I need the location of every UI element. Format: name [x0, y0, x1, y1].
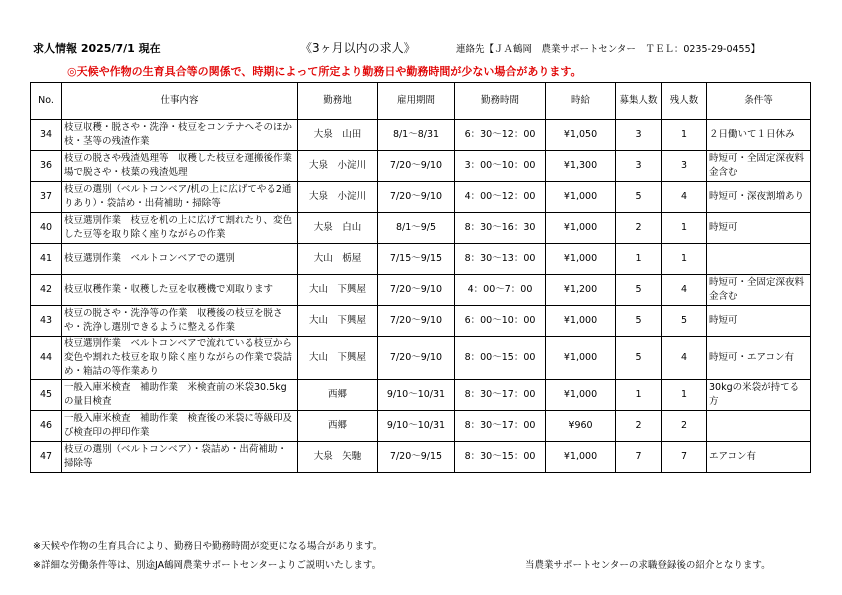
- table-row: [31, 337, 811, 380]
- employment-period-cell: 8/1～8/31: [378, 120, 455, 151]
- work-description-cell: 枝豆の選別（ベルトコンベア/机の上に広げてやる2通りあり）・袋詰め・出荷補助・掃除等: [62, 182, 298, 213]
- row-number-cell: 44: [31, 337, 62, 380]
- work-hours-cell: 8：00～15：00: [455, 337, 546, 380]
- row-number-cell: 40: [31, 213, 62, 244]
- column-header: 条件等: [707, 83, 811, 120]
- remaining-count-cell: 4: [662, 337, 707, 380]
- work-hours-cell: 8：30～17：00: [455, 380, 546, 411]
- employment-period-cell: 7/20～9/10: [378, 182, 455, 213]
- conditions-cell: 時短可・エアコン有: [707, 337, 811, 380]
- remaining-count-cell: 1: [662, 380, 707, 411]
- work-description-cell: 枝豆収穫・脱さや・洗浄・枝豆をコンテナへそのほか枝・茎等の残渣作業: [62, 120, 298, 151]
- hourly-wage-cell: ¥1,000: [546, 337, 616, 380]
- work-location-cell: 大山 下興屋: [298, 275, 378, 306]
- work-description-cell: 枝豆選別作業 ベルトコンベアでの選別: [62, 244, 298, 275]
- remaining-count-cell: 4: [662, 275, 707, 306]
- openings-count-cell: 3: [616, 120, 662, 151]
- footer-note: ※詳細な労働条件等は、別途JA鶴岡農業サポートセンターよりご説明いたします。: [33, 560, 382, 571]
- work-description-cell: 枝豆の脱さや・洗浄等の作業 収穫後の枝豆を脱さや・洗浄し選別できるように整える作業: [62, 306, 298, 337]
- page-title: 求人情報 2025/7/1 現在: [33, 42, 161, 55]
- work-location-cell: 大山 下興屋: [298, 337, 378, 380]
- hourly-wage-cell: ¥1,000: [546, 182, 616, 213]
- employment-period-cell: 7/15～9/15: [378, 244, 455, 275]
- work-description-cell: 一般入庫米検査 補助作業 検査後の米袋に等級印及び検査印の押印作業: [62, 411, 298, 442]
- row-number-cell: 43: [31, 306, 62, 337]
- employment-period-cell: 9/10～10/31: [378, 380, 455, 411]
- notice-text: ◎天候や作物の生育具合等の関係で、時期によって所定より勤務日や勤務時間が少ない場合があります。: [67, 65, 582, 78]
- table-row: [31, 275, 811, 306]
- work-hours-cell: 8：30～13：00: [455, 244, 546, 275]
- job-table: [30, 82, 811, 473]
- work-description-cell: 枝豆選別作業 枝豆を机の上に広げて割れたり、変色した豆等を取り除く座りながらの作業: [62, 213, 298, 244]
- openings-count-cell: 5: [616, 306, 662, 337]
- work-location-cell: 大山 栃屋: [298, 244, 378, 275]
- work-hours-cell: 6：30～12：00: [455, 120, 546, 151]
- column-header: 仕事内容: [62, 83, 298, 120]
- conditions-cell: 時短可・全固定深夜料金含む: [707, 275, 811, 306]
- footer-note: ※天候や作物の生育具合により、勤務日や勤務時間が変更になる場合があります。: [33, 541, 383, 552]
- footer-note: 当農業サポートセンターの求職登録後の紹介となります。: [525, 560, 771, 571]
- job-table-body: [31, 120, 811, 473]
- table-row: [31, 213, 811, 244]
- openings-count-cell: 1: [616, 244, 662, 275]
- employment-period-cell: 7/20～9/15: [378, 442, 455, 473]
- work-hours-cell: 4：00～7：00: [455, 275, 546, 306]
- row-number-cell: 45: [31, 380, 62, 411]
- column-header: 時給: [546, 83, 616, 120]
- hourly-wage-cell: ¥1,000: [546, 213, 616, 244]
- hourly-wage-cell: ¥960: [546, 411, 616, 442]
- row-number-cell: 41: [31, 244, 62, 275]
- openings-count-cell: 2: [616, 411, 662, 442]
- remaining-count-cell: 3: [662, 151, 707, 182]
- employment-period-cell: 9/10～10/31: [378, 411, 455, 442]
- conditions-cell: [707, 244, 811, 275]
- row-number-cell: 47: [31, 442, 62, 473]
- work-location-cell: 大泉 小淀川: [298, 151, 378, 182]
- remaining-count-cell: 2: [662, 411, 707, 442]
- work-hours-cell: 8：30～15：00: [455, 442, 546, 473]
- hourly-wage-cell: ¥1,300: [546, 151, 616, 182]
- openings-count-cell: 7: [616, 442, 662, 473]
- employment-period-cell: 8/1～9/5: [378, 213, 455, 244]
- contact-info: 連絡先【ＪＡ鶴岡 農業サポートセンター ＴＥＬ：0235-29-0455】: [456, 44, 761, 55]
- work-hours-cell: 3：00～10：00: [455, 151, 546, 182]
- remaining-count-cell: 1: [662, 120, 707, 151]
- hourly-wage-cell: ¥1,000: [546, 244, 616, 275]
- table-row: [31, 411, 811, 442]
- table-row: [31, 244, 811, 275]
- row-number-cell: 42: [31, 275, 62, 306]
- work-hours-cell: 6：00～10：00: [455, 306, 546, 337]
- work-location-cell: 大山 下興屋: [298, 306, 378, 337]
- work-description-cell: 枝豆選別作業 ベルトコンベアで流れている枝豆から変色や割れた枝豆を取り除く座りながらの作業で袋詰め・箱詰の等作業あり: [62, 337, 298, 380]
- openings-count-cell: 5: [616, 275, 662, 306]
- table-row: [31, 380, 811, 411]
- employment-period-cell: 7/20～9/10: [378, 337, 455, 380]
- hourly-wage-cell: ¥1,000: [546, 442, 616, 473]
- work-location-cell: 大泉 小淀川: [298, 182, 378, 213]
- remaining-count-cell: 1: [662, 213, 707, 244]
- work-location-cell: 大泉 矢馳: [298, 442, 378, 473]
- column-header: 雇用期間: [378, 83, 455, 120]
- table-row: [31, 151, 811, 182]
- remaining-count-cell: 4: [662, 182, 707, 213]
- work-description-cell: 一般入庫米検査 補助作業 米検査前の米袋30.5kgの量目検査: [62, 380, 298, 411]
- table-row: [31, 182, 811, 213]
- conditions-cell: 時短可・深夜割増あり: [707, 182, 811, 213]
- column-header: 募集人数: [616, 83, 662, 120]
- work-location-cell: 大泉 山田: [298, 120, 378, 151]
- remaining-count-cell: 7: [662, 442, 707, 473]
- work-description-cell: 枝豆の脱さや残渣処理等 収穫した枝豆を運搬後作業場で脱さや・枝葉の残渣処理: [62, 151, 298, 182]
- openings-count-cell: 5: [616, 337, 662, 380]
- work-description-cell: 枝豆の選別（ベルトコンベア）・袋詰め・出荷補助・掃除等: [62, 442, 298, 473]
- hourly-wage-cell: ¥1,000: [546, 380, 616, 411]
- hourly-wage-cell: ¥1,200: [546, 275, 616, 306]
- work-hours-cell: 8：30～17：00: [455, 411, 546, 442]
- openings-count-cell: 5: [616, 182, 662, 213]
- row-number-cell: 36: [31, 151, 62, 182]
- conditions-cell: ２日働いて１日休み: [707, 120, 811, 151]
- employment-period-cell: 7/20～9/10: [378, 306, 455, 337]
- conditions-cell: [707, 411, 811, 442]
- row-number-cell: 37: [31, 182, 62, 213]
- column-header: 残人数: [662, 83, 707, 120]
- openings-count-cell: 3: [616, 151, 662, 182]
- row-number-cell: 46: [31, 411, 62, 442]
- work-location-cell: 西郷: [298, 380, 378, 411]
- column-header: No.: [31, 83, 62, 120]
- row-number-cell: 34: [31, 120, 62, 151]
- column-header: 勤務時間: [455, 83, 546, 120]
- work-location-cell: 西郷: [298, 411, 378, 442]
- column-header: 勤務地: [298, 83, 378, 120]
- table-row: [31, 306, 811, 337]
- work-description-cell: 枝豆収穫作業・収穫した豆を収穫機で刈取ります: [62, 275, 298, 306]
- employment-period-cell: 7/20～9/10: [378, 275, 455, 306]
- work-location-cell: 大泉 白山: [298, 213, 378, 244]
- work-hours-cell: 8：30～16：30: [455, 213, 546, 244]
- conditions-cell: 時短可・全固定深夜料金含む: [707, 151, 811, 182]
- work-hours-cell: 4：00～12：00: [455, 182, 546, 213]
- conditions-cell: 30kgの米袋が持てる方: [707, 380, 811, 411]
- table-row: [31, 120, 811, 151]
- openings-count-cell: 1: [616, 380, 662, 411]
- table-header-row: [31, 83, 811, 120]
- page-subtitle: 《3ヶ月以内の求人》: [300, 41, 416, 55]
- remaining-count-cell: 5: [662, 306, 707, 337]
- hourly-wage-cell: ¥1,050: [546, 120, 616, 151]
- remaining-count-cell: 1: [662, 244, 707, 275]
- conditions-cell: 時短可: [707, 306, 811, 337]
- hourly-wage-cell: ¥1,000: [546, 306, 616, 337]
- employment-period-cell: 7/20～9/10: [378, 151, 455, 182]
- conditions-cell: 時短可: [707, 213, 811, 244]
- table-row: [31, 442, 811, 473]
- conditions-cell: エアコン有: [707, 442, 811, 473]
- openings-count-cell: 2: [616, 213, 662, 244]
